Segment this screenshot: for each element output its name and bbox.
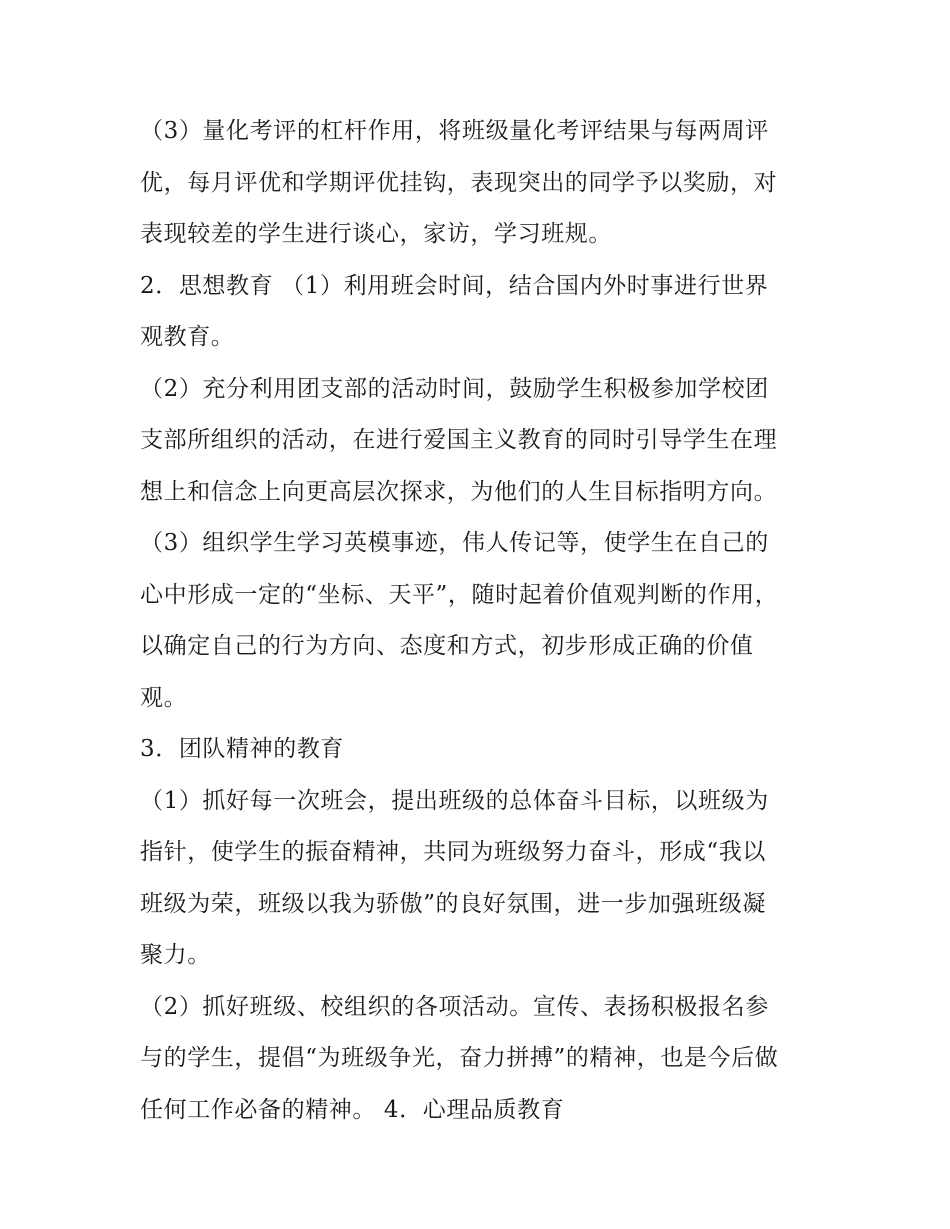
section-heading-line: 2．思想教育 （1）利用班会时间，结合国内外时事进行世界: [140, 272, 769, 299]
text-line: 想上和信念上向更高层次探求，为他们的人生目标指明方向。: [140, 478, 778, 505]
text-line: （3）组织学生学习英模事迹，伟人传记等，使学生在自己的: [140, 530, 769, 556]
text-line: 指针，使学生的振奋精神，共同为班级努力奋斗，形成“我以: [140, 839, 766, 865]
text-line: 以确定自己的行为方向、态度和方式，初步形成正确的价值: [140, 633, 754, 659]
text-line: 聚力。: [140, 942, 211, 968]
text-line: 任何工作必备的精神。 4．心理品质教育: [140, 1096, 565, 1123]
text-line: 心中形成一定的“坐标、天平”，随时起着价值观判断的作用，: [140, 581, 779, 608]
text-line: 表现较差的学生进行谈心，家访，学习班规。: [140, 221, 612, 247]
section-heading: 3．团队精神的教育: [140, 736, 345, 762]
text-line: （1）抓好每一次班会，提出班级的总体奋斗目标，以班级为: [140, 787, 769, 814]
document-body: [140, 106, 820, 1136]
text-line: （2）抓好班级、校组织的各项活动。宣传、表扬积极报名参: [140, 993, 769, 1020]
text-line: 优，每月评优和学期评优挂钩，表现突出的同学予以奖励，对: [140, 169, 778, 196]
text-line: 观教育。: [140, 324, 235, 350]
text-line: 支部所组织的活动，在进行爱国主义教育的同时引导学生在理: [140, 427, 778, 453]
text-line: 班级为荣，班级以我为骄傲”的良好氛围，进一步加强班级凝: [140, 890, 766, 917]
text-line: 与的学生，提倡“为班级争光，奋力拼搏”的精神，也是今后做: [140, 1045, 779, 1071]
text-line: 观。: [140, 684, 188, 711]
text-line: （2）充分利用团支部的活动时间，鼓励学生积极参加学校团: [140, 375, 769, 402]
text-line: （3）量化考评的杠杆作用，将班级量化考评结果与每两周评: [140, 118, 769, 144]
